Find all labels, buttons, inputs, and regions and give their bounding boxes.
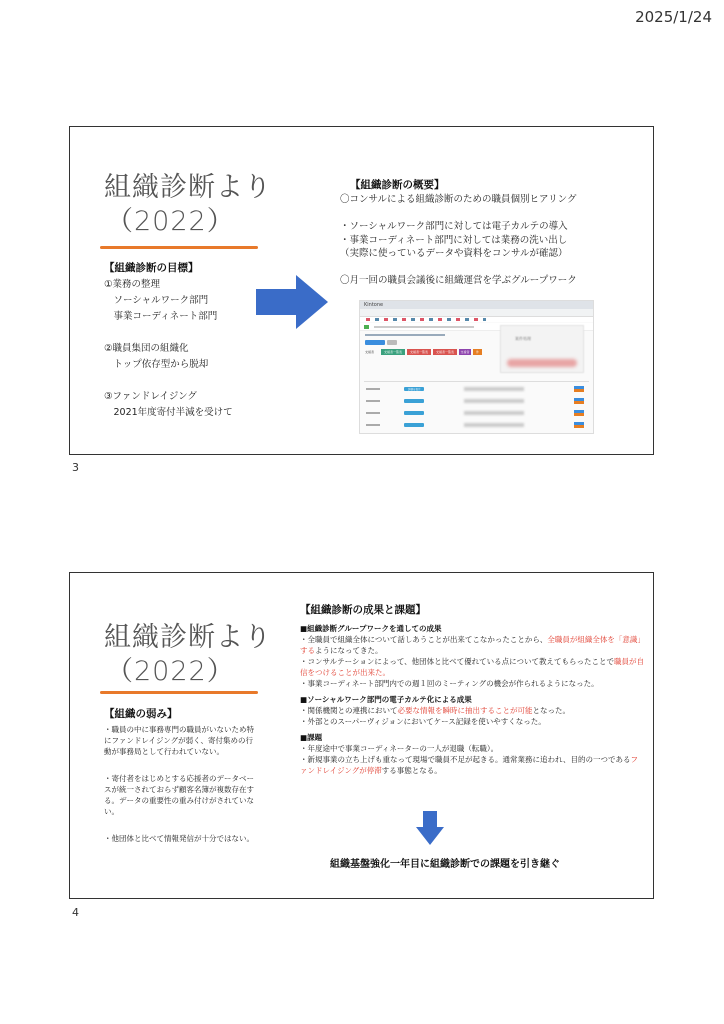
goal-line (104, 373, 284, 389)
gw-paragraph: ・事業コーディネート部門内での週１回のミーティングの機会が作られるようになった。 (300, 679, 599, 688)
filter-button[interactable]: 支援者一覧表 (433, 349, 457, 355)
goals-heading: 【組織診断の目標】 (104, 262, 199, 274)
issues (300, 732, 645, 776)
browser-tab: Kintone (364, 302, 384, 308)
sw-paragraph: ・関係機関との連携において必要な情報を瞬時に抽出することが可能となった。 (300, 706, 570, 715)
right-arrow-icon (256, 275, 328, 329)
sw-paragraph: ・外部とのスーパーヴィジョンにおいてケース記録を使いやすくなった。 (300, 717, 546, 726)
weakness-section (104, 706, 260, 844)
down-arrow-icon (416, 811, 444, 845)
highlight-text: 必要な情報を瞬時に抽出することが可能 (397, 706, 533, 715)
filter-button[interactable]: 支援者 (460, 350, 470, 354)
slide-title: 組織診断より （2022） (104, 622, 272, 687)
sw-heading: ■ソーシャルワーク部門の電子カルテ化による成果 (300, 695, 472, 704)
overview-line: 〇月一回の職員会議後に組織運営を学ぶグループワーク (340, 275, 577, 286)
weakness-item: ・寄付者をはじめとする応援者のデータベースが統一されておらず顧客名簿が複数存在する。データの重要性の重み付けがされていない。 (104, 774, 254, 816)
filter-button[interactable]: 支援者一覧表 (407, 349, 431, 355)
filter-button[interactable]: 支援者一覧表 (381, 349, 405, 355)
filter-buttons (365, 349, 482, 355)
overview-line: ・事業コーディネート部門に対しては業務の洗い出し (340, 234, 568, 246)
embedded-screenshot (359, 300, 594, 434)
weakness-item: ・他団体と比べて情報発信が十分ではない。 (104, 834, 254, 843)
popup-panel (500, 325, 584, 373)
issues-heading: ■課題 (300, 733, 323, 742)
app-header-text (365, 334, 445, 336)
title-underline (100, 246, 258, 249)
conclusion-text: 組織基盤強化一年目に組織診断での課題を引き継ぐ (330, 859, 560, 870)
sw-results (300, 694, 645, 727)
highlight-text: ファンドレイジングが停滞 (300, 755, 638, 775)
gw-heading: ■組織診断グループワークを通しての成果 (300, 624, 442, 633)
goal-line: ③ファンドレイジング (104, 391, 197, 402)
table-row[interactable] (364, 385, 589, 393)
overview-line: 〇コンサルによる組織診断のための職員個別ヒアリング (340, 194, 577, 205)
browser-toolbar (360, 309, 593, 317)
popup-title: 案件処理 (515, 336, 531, 341)
browser-titlebar (360, 301, 593, 309)
slide-title: 組織診断より （2022） (104, 172, 272, 237)
overview-heading: 【組織診断の概要】 (350, 179, 445, 191)
highlight-text: 全職員が組織全体を「意識」する (300, 635, 645, 655)
gw-results (300, 623, 645, 689)
page-number: 3 (72, 461, 79, 474)
table-row[interactable] (364, 421, 589, 429)
page-number: 4 (72, 906, 79, 919)
results-heading: 【組織診断の成果と課題】 (300, 604, 426, 616)
title-underline (100, 691, 258, 694)
slide-4 (69, 572, 654, 899)
overview-line (340, 261, 650, 275)
goal-line: 事業コーディネート部門 (104, 311, 218, 322)
bookmark-bar (360, 317, 593, 322)
weakness-item: ・職員の中に事務専門の職員がいないため特にファンドレイジングが弱く、寄付集めの行動が事務局として行われていない。 (104, 725, 254, 756)
goal-line: ②職員集団の組織化 (104, 343, 189, 354)
goal-line: ①業務の整理 (104, 279, 161, 290)
highlight-text: 職員が自信をつけることが出来た。 (300, 657, 645, 677)
goal-line: ソーシャルワーク部門 (104, 295, 209, 306)
goal-line: 2021年度寄付半減を受けて (104, 407, 233, 418)
gw-paragraph: ・全職員で組織全体について話しあうことが出来てこなかったことから、全職員が組織全体を「意識」するようになってきた。 (300, 635, 645, 655)
issues-paragraph: ・新規事業の立ち上げも重なって現場で職員不足が起きる。通常業務に追われ、目的の一つであるファンドレイジングが停滞する事態となる。 (300, 755, 638, 775)
issues-paragraph: ・年度途中で事業コーディネーターの一人が退職（転職）。 (300, 744, 499, 753)
overview-line: （実際に使っているデータや資料をコンサルが確認） (340, 248, 568, 259)
slide-3 (69, 126, 654, 455)
weakness-heading: 【組織の弱み】 (104, 708, 178, 720)
results-section (300, 602, 645, 776)
overview-section (340, 177, 650, 288)
document-date: 2025/1/24 (635, 8, 712, 26)
add-record-button[interactable] (365, 340, 385, 345)
goal-line: トップ依存型から脱却 (104, 359, 209, 370)
table-row[interactable] (364, 397, 589, 405)
table-row[interactable] (364, 409, 589, 417)
filter-button[interactable]: 件 (473, 349, 482, 355)
table-header (364, 377, 589, 382)
records-table (364, 377, 589, 433)
filter-button[interactable]: 支援者 (365, 350, 375, 354)
view-button[interactable] (387, 340, 397, 345)
gw-paragraph: ・コンサルテーションによって、他団体と比べて優れている点について教えてもらったことで職員が自信をつけることが出来た。 (300, 657, 645, 677)
row-button-label: 詳細を表示 (408, 388, 421, 391)
overview-line (340, 207, 650, 221)
overview-list (340, 193, 650, 288)
overview-line: ・ソーシャルワーク部門に対しては電子カルテの導入 (340, 221, 568, 232)
